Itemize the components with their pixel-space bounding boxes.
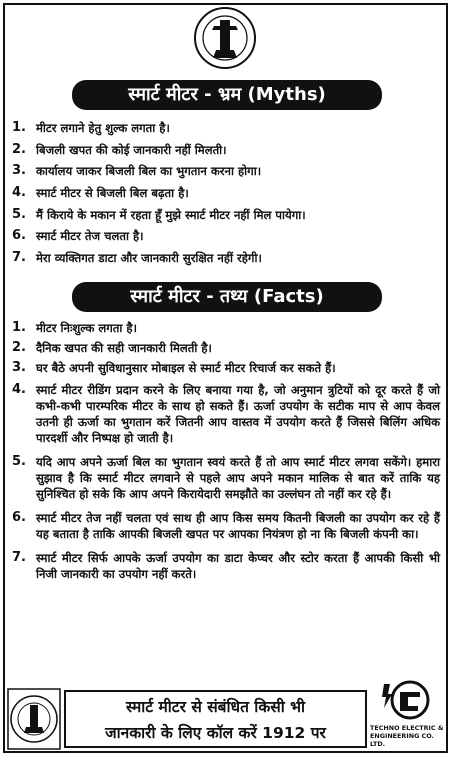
facts-title-english: (Facts)	[253, 286, 324, 307]
helpline-line-2: जानकारी के लिए कॉल करें 1912 पर	[105, 724, 326, 742]
item-number: 5.	[12, 206, 26, 222]
fact-item	[10, 550, 440, 582]
company-name	[370, 724, 450, 748]
item-number: 1.	[12, 320, 26, 335]
item-number: 3.	[12, 360, 26, 375]
myths-title-hindi: स्मार्ट मीटर - भ्रम	[128, 84, 242, 105]
item-text: स्मार्ट मीटर से बिजली बिल बढ़ता है।	[36, 186, 189, 201]
myths-title-english: (Myths)	[247, 84, 326, 105]
item-number: 4.	[12, 185, 26, 201]
item-text: मीटर लगाने हेतु शुल्क लगता है।	[36, 121, 170, 135]
fact-item	[10, 382, 440, 446]
myth-item	[10, 185, 440, 201]
techno-electric-logo-icon	[378, 678, 436, 722]
item-number: 6.	[12, 228, 26, 244]
item-text: स्मार्ट मीटर तेज चलता है।	[36, 229, 144, 244]
item-text: घर बैठे अपनी सुविधानुसार मोबाइल से स्मार्ट मीटर रिचार्ज कर सकते हैं।	[36, 361, 336, 375]
item-text: कार्यालय जाकर बिजली बिल का भुगतान करना होगा।	[36, 164, 262, 179]
item-text: मीटर निःशुल्क लगता है।	[36, 321, 137, 335]
fact-item	[10, 454, 440, 502]
item-number: 3.	[12, 163, 26, 179]
item-text: स्मार्ट मीटर तेज नहीं चलता एवं साथ ही आप किस समय कितनी बिजली का उपयोग कर रहे हैं यह बताता है ताकि आपकी बिजली खपत पर आपका नियंत्रण हो ना कि बिजली कंपनी का।	[36, 511, 440, 541]
company-name-line-2: ENGINEERING CO. LTD.	[370, 732, 434, 748]
fact-item	[10, 360, 440, 376]
item-text: स्मार्ट मीटर रीडिंग प्रदान करने के लिए बनाया गया है, जो अनुमान त्रुटियों को दूर करते हैं जो कभी-कभी पारम्परिक मीटर के साथ हो सकते हैं। ऊर्जा उपयोग के सटीक माप से आप केवल उतनी ही ऊर्जा का भुगतान करें जितनी आप वास्तव में उपयोग करते हैं जिससे बिलिंग अधिक पारदर्शी और निष्पक्ष हो जाती है।	[36, 383, 440, 445]
fact-item	[10, 320, 440, 336]
discom-emblem-icon	[7, 688, 61, 750]
item-text: दैनिक खपत की सही जानकारी मिलती है।	[36, 341, 212, 355]
item-number: 2.	[12, 340, 26, 355]
myth-item	[10, 142, 440, 158]
fact-item	[10, 510, 440, 542]
item-text: बिजली खपत की कोई जानकारी नहीं मिलती।	[36, 142, 227, 157]
company-name-line-1: TECHNO ELECTRIC &	[370, 724, 444, 732]
myths-title	[72, 80, 382, 110]
facts-title-hindi: स्मार्ट मीटर - तथ्य	[130, 286, 248, 307]
item-number: 5.	[12, 454, 26, 469]
item-number: 7.	[12, 550, 26, 565]
item-number: 1.	[12, 120, 26, 135]
myth-item	[10, 163, 440, 179]
myths-list	[10, 120, 440, 266]
item-text: मेरा व्यक्तिगत डाटा और जानकारी सुरक्षित नहीं रहेगी।	[36, 251, 262, 266]
myth-item	[10, 228, 440, 244]
item-number: 4.	[12, 382, 26, 397]
helpline-line-1: स्मार्ट मीटर से संबंधित किसी भी	[125, 698, 306, 716]
facts-list	[10, 320, 440, 582]
item-number: 2.	[12, 141, 26, 157]
item-number: 6.	[12, 510, 26, 525]
item-text: मैं किराये के मकान में रहता हूँ मुझे स्मार्ट मीटर नहीं मिल पायेगा।	[36, 207, 306, 222]
helpline-box	[64, 690, 367, 748]
myth-item	[10, 250, 440, 266]
item-text: स्मार्ट मीटर सिर्फ आपके ऊर्जा उपयोग का डाटा केप्चर और स्टोर करता हैं आपकी किसी भी निजी जानकारी का उपयोग नहीं करते।	[36, 551, 440, 581]
myth-item	[10, 207, 440, 223]
facts-title	[72, 282, 382, 312]
item-text: यदि आप अपने ऊर्जा बिल का भुगतान स्वयं करते हैं तो आप स्मार्ट मीटर लगवा सकेंगे। हमारा सुझाव है कि स्मार्ट मीटर लगवाने से पहले आप अपने मकान मालिक से बात करें ताकि यह सुनिश्चित हो सके कि आप अपने किरायेदारी समझौते का उल्लंघन तो नहीं कर रहे हैं।	[36, 455, 440, 501]
discom-emblem-icon	[192, 6, 258, 70]
myth-item	[10, 120, 440, 136]
item-number: 7.	[12, 250, 26, 266]
fact-item	[10, 340, 440, 356]
